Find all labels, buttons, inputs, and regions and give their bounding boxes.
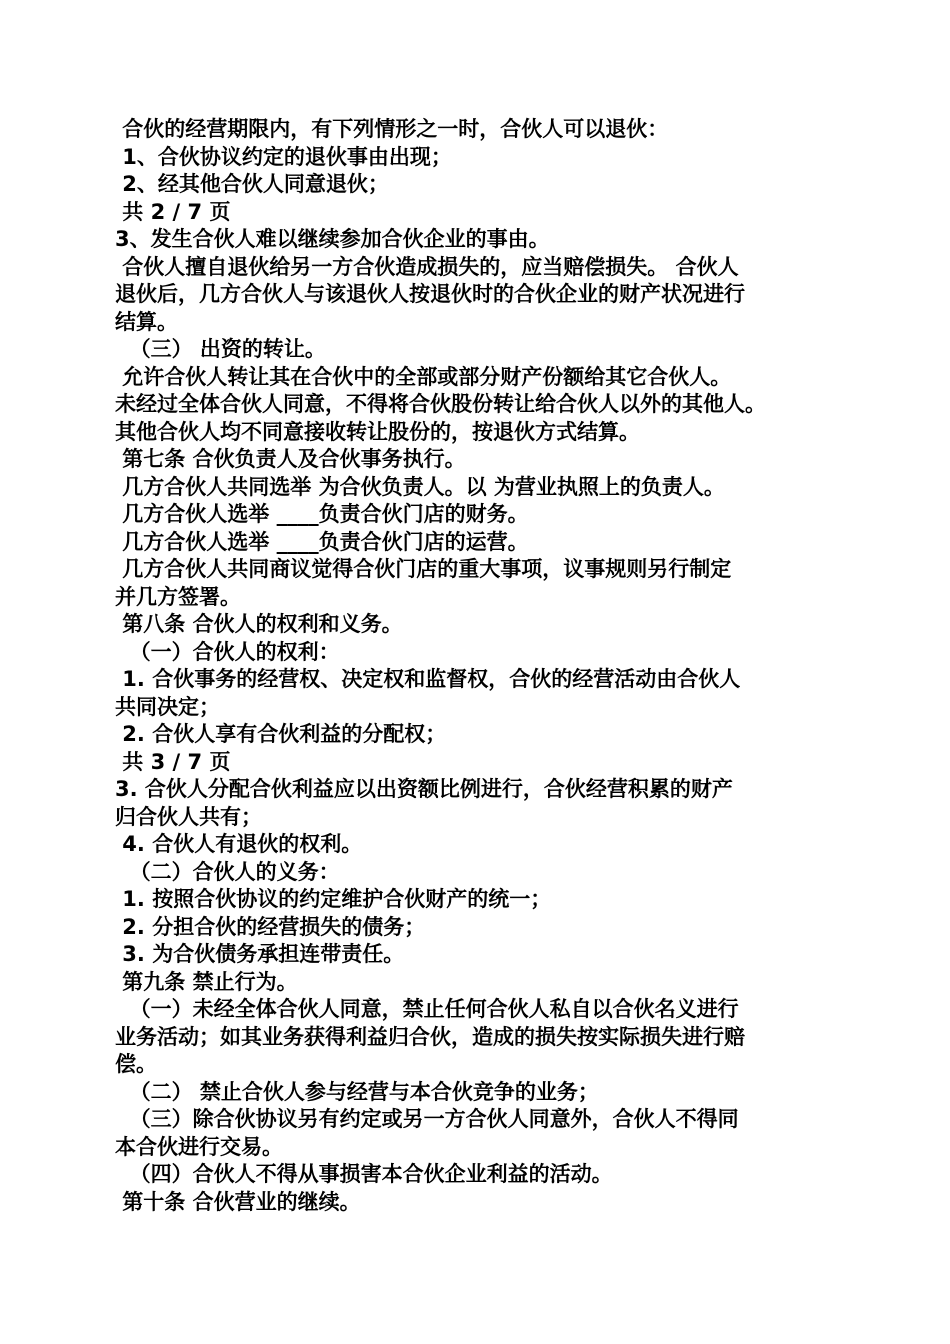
text-line: 未经过全体合伙人同意，不得将合伙股份转让给合伙人以外的其他人。 bbox=[115, 392, 766, 416]
text-line: 偿。 bbox=[115, 1052, 157, 1076]
text-line: 几方合伙人共同商议觉得合伙门店的重大事项，议事规则另行制定 bbox=[115, 557, 732, 581]
text-line: 2. 合伙人享有合伙利益的分配权； bbox=[115, 722, 447, 746]
text-line: 3. 为合伙债务承担连带责任。 bbox=[115, 942, 405, 966]
text-line: 并几方签署。 bbox=[115, 584, 241, 609]
text-line: 业务活动；如其业务获得利益归合伙，造成的损失按实际损失进行赔 bbox=[115, 1024, 745, 1049]
text-line: 共同决定； bbox=[115, 694, 220, 719]
text-line: 1. 按照合伙协议的约定维护合伙财产的统一； bbox=[115, 887, 552, 911]
page-number: 共 3 / 7 页 bbox=[115, 749, 231, 774]
article-heading: 第七条 合伙负责人及合伙事务执行。 bbox=[115, 447, 466, 471]
page-number: 共 2 / 7 页 bbox=[115, 199, 231, 224]
section-heading: （三） 出资的转让。 bbox=[115, 337, 326, 361]
text-line: 结算。 bbox=[115, 309, 178, 334]
section-heading: （一）合伙人的权利： bbox=[115, 639, 340, 664]
text-line: 其他合伙人均不同意接收转让股份的，按退伙方式结算。 bbox=[115, 419, 640, 444]
text-line: （四）合伙人不得从事损害本合伙企业利益的活动。 bbox=[115, 1162, 613, 1186]
text-line: （三）除合伙协议另有约定或另一方合伙人同意外，合伙人不得同 bbox=[115, 1107, 739, 1131]
text-line: 退伙后，几方合伙人与该退伙人按退伙时的合伙企业的财产状况进行 bbox=[115, 282, 745, 306]
section-heading: （二）合伙人的义务： bbox=[115, 859, 340, 884]
text-line: 几方合伙人共同选举 为合伙负责人。以 为营业执照上的负责人。 bbox=[115, 474, 725, 499]
text-line: 1、合伙协议约定的退伙事由出现； bbox=[115, 144, 452, 169]
article-heading: 第十条 合伙营业的继续。 bbox=[115, 1189, 361, 1214]
text-line: 3、发生合伙人难以继续参加合伙企业的事由。 bbox=[115, 227, 550, 251]
article-heading: 第九条 禁止行为。 bbox=[115, 969, 298, 994]
text-line: 归合伙人共有； bbox=[115, 804, 262, 829]
text-line: 允许合伙人转让其在合伙中的全部或部分财产份额给其它合伙人。 bbox=[115, 364, 732, 389]
text-line: （二） 禁止合伙人参与经营与本合伙竞争的业务； bbox=[115, 1079, 599, 1104]
text-line: 几方合伙人选举 ____负责合伙门店的财务。 bbox=[115, 502, 529, 526]
text-line: 本合伙进行交易。 bbox=[115, 1134, 283, 1159]
text-line: 几方合伙人选举 ____负责合伙门店的运营。 bbox=[115, 529, 529, 554]
text-line: 合伙的经营期限内，有下列情形之一时，合伙人可以退伙： bbox=[115, 117, 669, 141]
text-line: （一）未经全体合伙人同意，禁止任何合伙人私自以合伙名义进行 bbox=[115, 997, 739, 1021]
text-line: 2. 分担合伙的经营损失的债务； bbox=[115, 914, 426, 939]
article-heading: 第八条 合伙人的权利和义务。 bbox=[115, 612, 403, 636]
text-line: 4. 合伙人有退伙的权利。 bbox=[115, 832, 363, 856]
text-line: 合伙人擅自退伙给另一方合伙造成损失的，应当赔偿损失。 合伙人 bbox=[115, 254, 739, 279]
text-line: 1. 合伙事务的经营权、决定权和监督权，合伙的经营活动由合伙人 bbox=[115, 667, 741, 691]
text-line: 2、经其他合伙人同意退伙； bbox=[115, 172, 389, 196]
text-line: 3. 合伙人分配合伙利益应以出资额比例进行，合伙经营积累的财产 bbox=[115, 777, 733, 801]
document-body bbox=[115, 116, 845, 1216]
